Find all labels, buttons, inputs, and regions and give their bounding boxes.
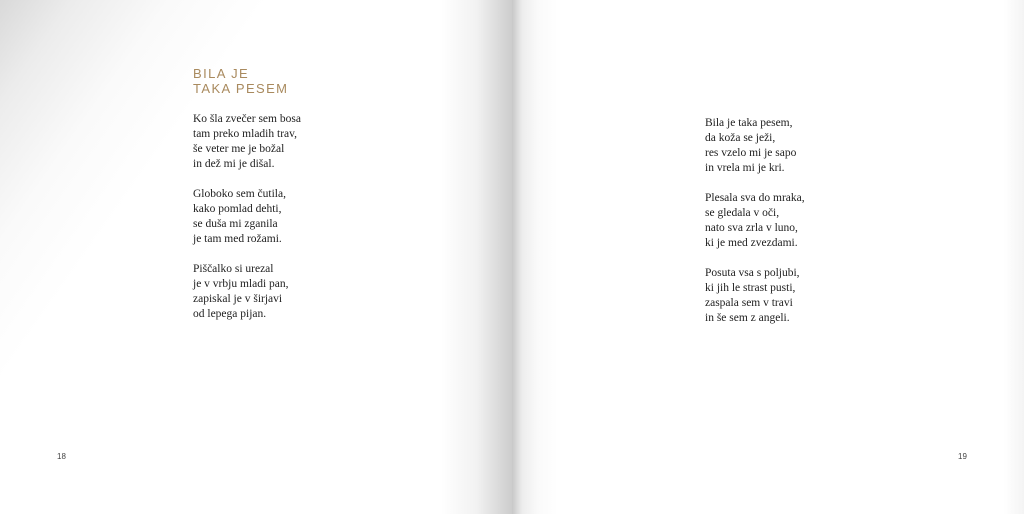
stanza [705,266,805,326]
stanza [705,116,805,176]
page-number-left: 18 [57,452,66,461]
verse-line: in še sem z angeli. [705,312,790,324]
verse-line: nato sva zrla v luno, [705,222,798,234]
verse-line: zaspala sem v travi [705,297,793,309]
verse-line: kako pomlad dehti, [193,203,282,215]
verse-line: tam preko mladih trav, [193,128,297,140]
verse-line: da koža se ježi, [705,132,776,144]
verse-line: zapiskal je v širjavi [193,293,283,305]
stanza [193,112,301,172]
verse-line: je v vrbju mladi pan, [193,278,289,290]
right-page [512,0,1024,514]
poem-text-right [705,116,805,341]
poem-title [193,66,288,96]
verse-line: od lepega pijan. [193,308,267,320]
verse-line: ki jih le strast pusti, [705,282,796,294]
poem-text-left [193,112,301,337]
poem-title-line: TAKA PESEM [193,81,289,96]
verse-line: in vrela mi je kri. [705,162,785,174]
poem-title-line: BILA JE [193,66,250,81]
verse-line: Bila je taka pesem, [705,117,793,129]
verse-line: se gledala v oči, [705,207,780,219]
verse-line: še veter me je božal [193,143,285,155]
verse-line: Globoko sem čutila, [193,188,286,200]
verse-line: Plesala sva do mraka, [705,192,805,204]
stanza [193,187,301,247]
verse-line: se duša mi zganila [193,218,278,230]
page-number-right: 19 [958,452,967,461]
verse-line: res vzelo mi je sapo [705,147,797,159]
verse-line: in dež mi je dišal. [193,158,275,170]
verse-line: Ko šla zvečer sem bosa [193,113,301,125]
stanza [705,191,805,251]
verse-line: ki je med zvezdami. [705,237,798,249]
stanza [193,262,301,322]
verse-line: je tam med rožami. [193,233,282,245]
verse-line: Posuta vsa s poljubi, [705,267,800,279]
verse-line: Piščalko si urezal [193,263,274,275]
